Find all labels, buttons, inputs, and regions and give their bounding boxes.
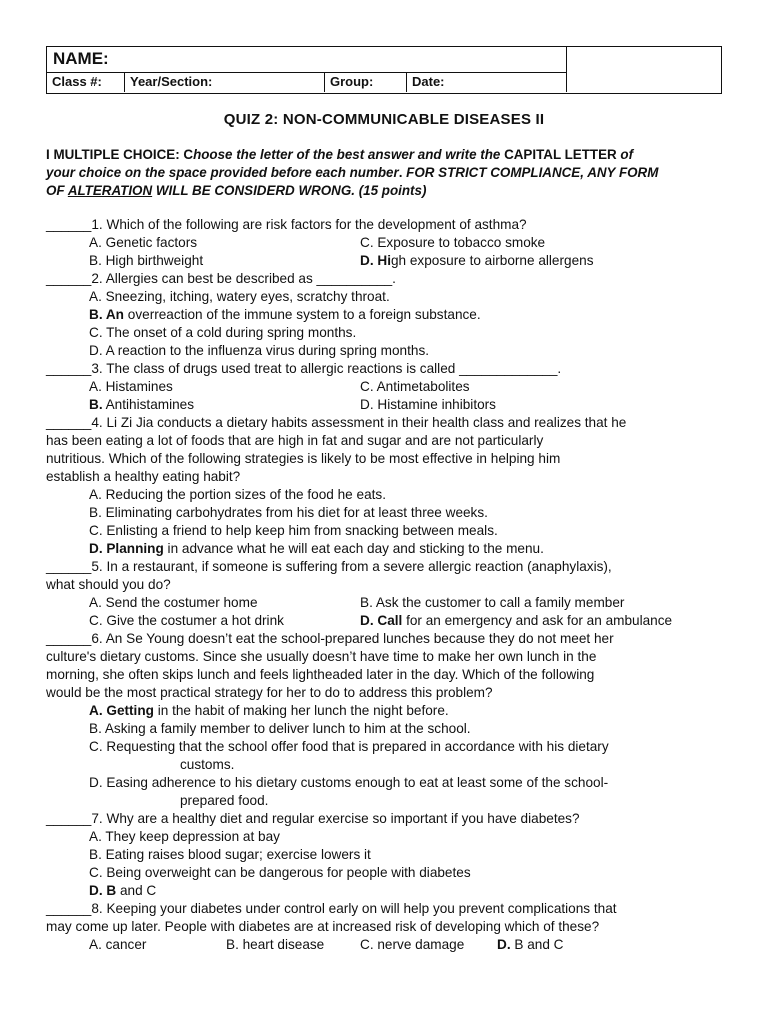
part-label: I MULTIPLE CHOICE: [46, 147, 180, 162]
option-b [46, 306, 726, 324]
option-d [46, 540, 726, 558]
option-letter: D. B [89, 883, 117, 898]
question-stem-cont: establish a healthy eating habit? [46, 469, 241, 484]
answer-blank[interactable]: ______ [46, 811, 92, 826]
instr-text: ALTERATION [67, 183, 153, 198]
answer-blank[interactable]: ______ [46, 361, 92, 376]
option-c: C. Requesting that the school offer food that is prepared in accordance with his dietary [89, 739, 609, 754]
instr-text: your choice on the space provided before each number [46, 165, 399, 180]
instr-text: . [398, 165, 407, 180]
option-d [497, 936, 564, 954]
option-letter: D. Planning [89, 541, 164, 556]
score-box [567, 47, 720, 92]
option-row [46, 396, 726, 414]
question-stem: 6. An Se Young doesn’t eat the school-prepared lunches because they do not meet her [91, 631, 614, 646]
answer-blank[interactable]: ______ [46, 217, 92, 232]
question-4 [46, 414, 726, 432]
option-d: D. Easing adherence to his dietary customs enough to eat at least some of the school- [89, 775, 609, 790]
instructions [46, 146, 724, 200]
option-a: A. Reducing the portion sizes of the food he eats. [89, 487, 386, 502]
year-section-cell: Year/Section: [125, 73, 325, 92]
question-stem-cont: may come up later. People with diabetes are at increased risk of developing which of these? [46, 919, 600, 934]
option-a: A. Genetic factors [89, 235, 198, 250]
instr-text: ANY FORM [587, 165, 659, 180]
instr-text: FOR STRICT COMPLIANCE [406, 165, 581, 180]
quiz-title: QUIZ 2: NON-COMMUNICABLE DISEASES II [223, 111, 545, 128]
option-b: B. Asking a family member to deliver lunch to him at the school. [89, 721, 471, 736]
option-b: B. heart disease [226, 937, 325, 952]
option-d [360, 612, 672, 630]
option-row [46, 936, 726, 954]
option-text: overreaction of the immune system to a foreign substance. [124, 307, 481, 322]
answer-blank[interactable]: ______ [46, 271, 92, 286]
option-text: B and C [510, 937, 564, 952]
option-text: for an emergency and ask for an ambulance [402, 613, 673, 628]
instr-text: WILL BE CONSIDERD WRONG. (15 points) [152, 183, 427, 198]
question-3 [46, 360, 726, 378]
question-stem: 8. Keeping your diabetes under control early on will help you prevent complications that [91, 901, 617, 916]
option-letter: B. An [89, 307, 124, 322]
name-label: NAME: [53, 49, 109, 68]
option-c-cont: customs. [180, 757, 235, 772]
option-text: and C [116, 883, 157, 898]
question-5 [46, 558, 726, 576]
question-stem-cont: would be the most practical strategy for her to do to address this problem? [46, 685, 493, 700]
question-stem: 4. Li Zi Jia conducts a dietary habits assessment in their health class and realizes that he [91, 415, 627, 430]
option-c: C. nerve damage [360, 937, 465, 952]
option-b: B. High birthweight [89, 253, 204, 268]
question-stem: 1. Which of the following are risk factors for the development of asthma? [91, 217, 527, 232]
option-c: C. Exposure to tobacco smoke [360, 235, 546, 250]
question-stem-cont: culture's dietary customs. Since she usually doesn’t have time to make her own lunch in the [46, 649, 597, 664]
option-c: C. Enlisting a friend to help keep him from snacking between meals. [89, 523, 498, 538]
option-row [46, 378, 726, 396]
option-c: C. Being overweight can be dangerous for people with diabetes [89, 865, 471, 880]
question-stem: 2. Allergies can best be described as __________. [91, 271, 396, 286]
instr-text: OF [46, 183, 68, 198]
option-a [46, 702, 726, 720]
instr-text: CAPITAL LETTER [504, 147, 617, 162]
instr-text: of [616, 147, 634, 162]
option-b: B. Eating raises blood sugar; exercise lowers it [89, 847, 371, 862]
option-b: B. Eliminating carbohydrates from his diet for at least three weeks. [89, 505, 488, 520]
option-a: A. Histamines [89, 379, 173, 394]
option-text: Antihistamines [102, 397, 195, 412]
question-1 [46, 216, 726, 234]
option-letter: D. [497, 937, 511, 952]
name-cell [47, 47, 567, 73]
option-text: in advance what he will eat each day and sticking to the menu. [163, 541, 544, 556]
question-stem-cont: nutritious. Which of the following strategies is likely to be most effective in helping him [46, 451, 561, 466]
option-c: C. Give the costumer a hot drink [89, 613, 284, 628]
option-a: A. cancer [89, 937, 147, 952]
instr-text: hoose the letter of the best answer and write the [193, 147, 505, 162]
option-letter: D. Call [360, 613, 403, 628]
option-a: A. They keep depression at bay [89, 829, 280, 844]
instr-text: , [580, 165, 588, 180]
answer-blank[interactable]: ______ [46, 415, 92, 430]
question-7 [46, 810, 726, 828]
question-6 [46, 630, 726, 648]
option-text: in the habit of making her lunch the night before. [153, 703, 449, 718]
option-row [46, 612, 726, 630]
option-a: A. Send the costumer home [89, 595, 258, 610]
option-d: D. Histamine inhibitors [360, 397, 496, 412]
questions [46, 216, 726, 954]
option-a: A. Sneezing, itching, watery eyes, scratchy throat. [89, 289, 390, 304]
option-text: gh exposure to airborne allergens [390, 253, 594, 268]
info-row [47, 73, 567, 92]
option-b: B. Ask the customer to call a family member [360, 595, 625, 610]
question-stem-cont: has been eating a lot of foods that are high in fat and sugar and are not particularly [46, 433, 544, 448]
question-stem-cont: morning, she often skips lunch and feels lightheaded later in the day. Which of the following [46, 667, 595, 682]
question-stem: 3. The class of drugs used treat to allergic reactions is called _____________. [91, 361, 562, 376]
option-d [360, 252, 594, 270]
answer-blank[interactable]: ______ [46, 559, 92, 574]
option-row [46, 234, 726, 252]
date-cell: Date: [412, 74, 445, 89]
option-c: C. The onset of a cold during spring months. [89, 325, 357, 340]
question-stem: 7. Why are a healthy diet and regular exercise so important if you have diabetes? [91, 811, 580, 826]
question-stem-cont: what should you do? [46, 577, 171, 592]
option-letter: B. [89, 397, 103, 412]
option-d-cont: prepared food. [180, 793, 269, 808]
class-number-cell: Class #: [47, 73, 125, 92]
student-info-table [46, 46, 722, 94]
option-d [46, 882, 726, 900]
question-stem: 5. In a restaurant, if someone is suffering from a severe allergic reaction (anaphylaxis), [91, 559, 612, 574]
option-row [46, 252, 726, 270]
option-letter: A. Getting [89, 703, 154, 718]
answer-blank[interactable]: ______ [46, 631, 92, 646]
option-letter: D. Hi [360, 253, 391, 268]
question-8 [46, 900, 726, 918]
instr-text: C [179, 147, 194, 162]
group-cell: Group: [325, 73, 407, 92]
answer-blank[interactable]: ______ [46, 901, 92, 916]
option-d: D. A reaction to the influenza virus during spring months. [89, 343, 430, 358]
question-2 [46, 270, 726, 288]
option-row [46, 594, 726, 612]
option-c: C. Antimetabolites [360, 379, 470, 394]
option-b [89, 397, 194, 412]
